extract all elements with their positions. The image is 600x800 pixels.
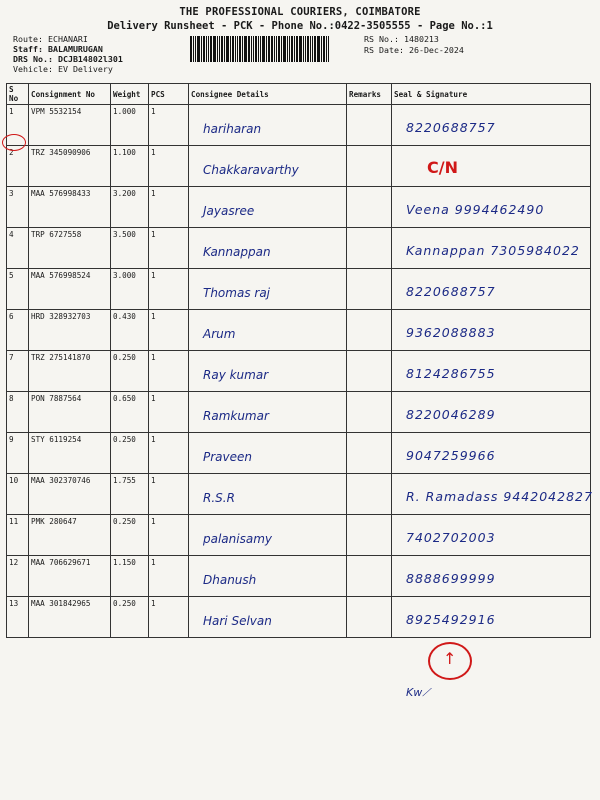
weight-cell: 1.000 — [111, 105, 149, 146]
sno-cell: 1 — [7, 105, 29, 146]
table-row — [7, 392, 591, 433]
barcode-bar — [271, 36, 273, 62]
barcode-bar — [289, 36, 290, 62]
consignment-cell: MAA 301842965 — [29, 597, 111, 638]
consignee-cell — [189, 515, 347, 556]
drs-number: DRS No.: DCJB14802l301 — [13, 54, 123, 64]
sno-cell: 7 — [7, 351, 29, 392]
company-title: THE PROFESSIONAL COURIERS, COIMBATORE — [179, 6, 421, 18]
table-row — [7, 597, 591, 638]
handwritten-consignee-name: Hari Selvan — [203, 614, 272, 628]
barcode-bar — [312, 36, 313, 62]
rs-number: RS No.: 1480213 — [364, 34, 439, 44]
signature-cell — [392, 556, 591, 597]
sno-cell: 12 — [7, 556, 29, 597]
weight-cell: 0.650 — [111, 392, 149, 433]
handwritten-signature-phone: 9047259966 — [406, 448, 496, 463]
remarks-cell — [347, 187, 392, 228]
handwritten-consignee-name: R.S.R — [203, 491, 235, 505]
handwritten-signature-phone: 8888699999 — [406, 571, 496, 586]
pcs-cell: 1 — [149, 392, 189, 433]
handwritten-consignee-name: Ray kumar — [203, 368, 269, 382]
handwritten-signature-phone: 8220046289 — [406, 407, 496, 422]
barcode-bar — [314, 36, 316, 62]
consignee-cell — [189, 146, 347, 187]
table-header-row — [7, 84, 591, 105]
barcode-bar — [294, 36, 295, 62]
table-row — [7, 433, 591, 474]
barcode-bar — [328, 36, 329, 62]
weight-cell: 1.100 — [111, 146, 149, 187]
barcode-bar — [197, 36, 200, 62]
barcode-bar — [296, 36, 298, 62]
remarks-cell — [347, 515, 392, 556]
weight-cell: 0.250 — [111, 351, 149, 392]
barcode-bar — [235, 36, 236, 62]
consignment-cell: VPM 5532154 — [29, 105, 111, 146]
sno-cell: 6 — [7, 310, 29, 351]
barcode-bar — [237, 36, 238, 62]
sno-cell: 8 — [7, 392, 29, 433]
weight-cell: 3.500 — [111, 228, 149, 269]
barcode-bar — [251, 36, 252, 62]
sno-cell: 9 — [7, 433, 29, 474]
weight-cell: 3.200 — [111, 187, 149, 228]
pcs-cell: 1 — [149, 105, 189, 146]
barcode-bar — [307, 36, 309, 62]
barcode-bar — [239, 36, 241, 62]
handwritten-initials: Kw⟋ — [406, 686, 430, 699]
consignment-cell: TRP 6727558 — [29, 228, 111, 269]
barcode-bar — [268, 36, 270, 62]
barcode-bar — [224, 36, 225, 62]
sno-cell: 11 — [7, 515, 29, 556]
signature-cell — [392, 351, 591, 392]
barcode-bar — [274, 36, 275, 62]
consignee-cell — [189, 310, 347, 351]
signature-cell — [392, 105, 591, 146]
barcode-bar — [221, 36, 223, 62]
barcode-bar — [255, 36, 257, 62]
handwritten-signature-phone: R. Ramadass 9442042827 — [406, 489, 593, 504]
sno-cell: 4 — [7, 228, 29, 269]
remarks-cell — [347, 105, 392, 146]
remarks-cell — [347, 146, 392, 187]
barcode-bar — [299, 36, 302, 62]
table-row — [7, 515, 591, 556]
runsheet-info-right — [364, 34, 464, 56]
consignment-cell: TRZ 345090906 — [29, 146, 111, 187]
barcode-bar — [262, 36, 265, 62]
handwritten-consignee-name: Kannappan — [203, 245, 271, 259]
handwritten-signature-phone: 9362088883 — [406, 325, 496, 340]
staff-label: Staff: BALAMURUGAN — [13, 44, 103, 54]
runsheet-info-left — [13, 34, 123, 74]
barcode-bar — [310, 36, 311, 62]
remarks-cell — [347, 392, 392, 433]
barcode-bar — [317, 36, 320, 62]
red-tick-mark: ↑ — [443, 649, 457, 668]
column-header: PCS — [149, 84, 189, 105]
consignee-cell — [189, 597, 347, 638]
column-header: S No — [7, 84, 29, 105]
barcode-bar — [266, 36, 267, 62]
handwritten-signature-phone: 8220688757 — [406, 120, 496, 135]
consignee-cell — [189, 474, 347, 515]
handwritten-consignee-name: Dhanush — [203, 573, 257, 587]
weight-cell: 1.755 — [111, 474, 149, 515]
handwritten-consignee-name: Jayasree — [203, 204, 255, 218]
barcode-bar — [242, 36, 243, 62]
pcs-cell: 1 — [149, 310, 189, 351]
remarks-cell — [347, 474, 392, 515]
consignee-cell — [189, 392, 347, 433]
column-header: Consignment No — [29, 84, 111, 105]
table-row — [7, 310, 591, 351]
barcode-bar — [244, 36, 247, 62]
weight-cell: 0.430 — [111, 310, 149, 351]
signature-cell — [392, 515, 591, 556]
consignee-cell — [189, 433, 347, 474]
barcode-bar — [278, 36, 280, 62]
runsheet-table — [6, 83, 591, 638]
barcode-bar — [258, 36, 259, 62]
consignment-cell: MAA 706629671 — [29, 556, 111, 597]
remarks-cell — [347, 433, 392, 474]
barcode-bar — [213, 36, 216, 62]
barcode-bar — [217, 36, 218, 62]
column-header: Weight — [111, 84, 149, 105]
signature-cell — [392, 146, 591, 187]
table-row — [7, 556, 591, 597]
handwritten-consignee-name: palanisamy — [203, 532, 272, 546]
pcs-cell: 1 — [149, 433, 189, 474]
consignment-cell: STY 6119254 — [29, 433, 111, 474]
pcs-cell: 1 — [149, 556, 189, 597]
signature-cell — [392, 392, 591, 433]
barcode-bar — [193, 36, 194, 62]
rs-date: RS Date: 26-Dec-2024 — [364, 45, 464, 55]
sno-cell: 13 — [7, 597, 29, 638]
signature-cell — [392, 474, 591, 515]
barcode-bar — [260, 36, 261, 62]
remarks-cell — [347, 597, 392, 638]
weight-cell: 3.000 — [111, 269, 149, 310]
signature-cell — [392, 597, 591, 638]
table-row — [7, 105, 591, 146]
consignment-cell: PMK 280647 — [29, 515, 111, 556]
barcode-bar — [190, 36, 192, 62]
handwritten-signature-phone: 7402702003 — [406, 530, 496, 545]
handwritten-consignee-name: Ramkumar — [203, 409, 269, 423]
remarks-cell — [347, 269, 392, 310]
barcode-bar — [283, 36, 286, 62]
table-row — [7, 474, 591, 515]
signature-cell — [392, 433, 591, 474]
pcs-cell: 1 — [149, 228, 189, 269]
consignment-cell: MAA 302370746 — [29, 474, 111, 515]
barcode-bar — [232, 36, 234, 62]
barcode-bar — [208, 36, 209, 62]
table-row — [7, 187, 591, 228]
barcode-bar — [219, 36, 220, 62]
pcs-cell: 1 — [149, 187, 189, 228]
sno-cell: 5 — [7, 269, 29, 310]
consignment-cell: MAA 576998524 — [29, 269, 111, 310]
pcs-cell: 1 — [149, 515, 189, 556]
barcode-bar — [201, 36, 202, 62]
column-header: Remarks — [347, 84, 392, 105]
remarks-cell — [347, 310, 392, 351]
consignment-cell: MAA 576998433 — [29, 187, 111, 228]
barcode-bar — [226, 36, 229, 62]
consignment-cell: TRZ 275141870 — [29, 351, 111, 392]
barcode-bar — [323, 36, 325, 62]
document-header — [0, 6, 600, 32]
table-row — [7, 146, 591, 187]
barcode-bar — [206, 36, 207, 62]
consignee-cell — [189, 105, 347, 146]
signature-cell — [392, 228, 591, 269]
barcode-bar — [203, 36, 205, 62]
handwritten-consignee-name: Thomas raj — [203, 286, 271, 300]
barcode-bar — [287, 36, 288, 62]
remarks-cell — [347, 556, 392, 597]
sno-cell: 2 — [7, 146, 29, 187]
consignee-cell — [189, 556, 347, 597]
handwritten-signature-phone: 8925492916 — [406, 612, 496, 627]
handwritten-signature-phone: Kannappan 7305984022 — [406, 243, 580, 258]
handwritten-consignee-name: Praveen — [203, 450, 252, 464]
pcs-cell: 1 — [149, 474, 189, 515]
consignee-cell — [189, 269, 347, 310]
consignee-cell — [189, 351, 347, 392]
consignment-cell: HRD 328932703 — [29, 310, 111, 351]
red-circle-mark — [2, 134, 26, 151]
barcode-bar — [305, 36, 306, 62]
signature-cell — [392, 269, 591, 310]
consignment-cell: PON 7887564 — [29, 392, 111, 433]
weight-cell: 0.250 — [111, 597, 149, 638]
handwritten-signature-phone: 8220688757 — [406, 284, 496, 299]
pcs-cell: 1 — [149, 269, 189, 310]
signature-cell — [392, 187, 591, 228]
handwritten-signature-phone: Veena 9994462490 — [406, 202, 545, 217]
barcode-bar — [326, 36, 327, 62]
barcode-bar — [303, 36, 304, 62]
runsheet-subtitle: Delivery Runsheet - PCK - Phone No.:0422-3505555 - Page No.:1 — [107, 20, 493, 32]
weight-cell: 1.150 — [111, 556, 149, 597]
vehicle-label: Vehicle: EV Delivery — [13, 64, 113, 74]
remarks-cell — [347, 351, 392, 392]
handwritten-consignee-name: hariharan — [203, 122, 262, 136]
route-label: Route: ECHANARI — [13, 34, 88, 44]
remarks-cell — [347, 228, 392, 269]
table-row — [7, 228, 591, 269]
barcode-bar — [281, 36, 282, 62]
barcode-bar — [291, 36, 293, 62]
handwritten-cn-remark: C/N — [427, 158, 458, 177]
handwritten-consignee-name: Chakkaravarthy — [203, 163, 299, 177]
column-header: Consignee Details — [189, 84, 347, 105]
table-row — [7, 269, 591, 310]
barcode-bar — [195, 36, 196, 62]
column-header: Seal & Signature — [392, 84, 591, 105]
barcode — [190, 36, 358, 62]
sno-cell: 10 — [7, 474, 29, 515]
barcode-bar — [276, 36, 277, 62]
handwritten-signature-phone: 8124286755 — [406, 366, 496, 381]
barcode-bar — [210, 36, 212, 62]
barcode-bar — [321, 36, 322, 62]
pcs-cell: 1 — [149, 597, 189, 638]
pcs-cell: 1 — [149, 351, 189, 392]
barcode-bar — [248, 36, 250, 62]
barcode-bar — [230, 36, 231, 62]
weight-cell: 0.250 — [111, 515, 149, 556]
barcode-bar — [253, 36, 254, 62]
weight-cell: 0.250 — [111, 433, 149, 474]
table-row — [7, 351, 591, 392]
signature-cell — [392, 310, 591, 351]
pcs-cell: 1 — [149, 146, 189, 187]
sno-cell: 3 — [7, 187, 29, 228]
consignee-cell — [189, 228, 347, 269]
consignee-cell — [189, 187, 347, 228]
handwritten-consignee-name: Arum — [203, 327, 236, 341]
